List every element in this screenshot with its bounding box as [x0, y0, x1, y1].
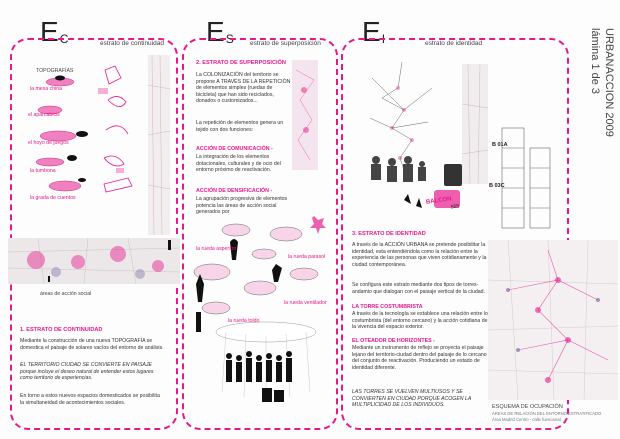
topo-title: TOPOGRAFÍAS: [36, 68, 74, 74]
balcon-sign: BALCON: [425, 196, 452, 206]
text-continuidad-1: Mediante la construcción de una nueva TOPOGRAFÍA se domestica el paisaje de solares vacíos del entorno de análisis.: [20, 338, 164, 351]
subhead-comunicacion: ACCIÓN DE COMUNICACIÓN -: [196, 146, 273, 152]
subhead-costumbrista: LA TORRE COSTUMBRISTA: [352, 304, 423, 310]
letter-es: $E_S$: [206, 16, 234, 47]
text-superposicion-2: La repetición de elementos genera un tejido con dos funciones:: [196, 120, 284, 133]
title-line-2: lámina 1 de 3: [589, 28, 601, 95]
title-line-1: URBANACCION 2009: [603, 28, 615, 137]
letter-ei: $E_I$: [362, 16, 386, 47]
territory-map: [8, 232, 180, 290]
occupation-map: [488, 240, 618, 400]
heading-superposicion: 2. ESTRATO DE SUPERPOSICIÓN: [196, 60, 286, 66]
map-strip-c: [148, 55, 170, 235]
fig-label-aspersor: la rueda aspersor: [196, 246, 237, 252]
text-superposicion-4: La agrupación progresiva de elementos potencia las áreas de acción social generados por: [196, 196, 288, 216]
code-b01a: B 01A: [492, 142, 508, 148]
strato-label-i: estrato de identidad: [425, 40, 483, 47]
text-continuidad-2: EL TERRITORIO CIUDAD SE CONVIERTE EN PAISAJE porque incluye el deseo natural de entender estos lugares como territorio de experiencias.: [20, 362, 154, 382]
text-continuidad-3: En torno a estos nuevos espacios domesticados se posibilita la simultaneidad de acontecimientos sociales.: [20, 393, 160, 406]
strato-label-c: estrato de continuidad: [100, 40, 164, 47]
text-identidad-1: A través de la ACCIÓN URBANA se pretende posibilitar la identidad, esta entendiéndola como la relación entre la experiencia de las personas que viven cotidianamente y la ciudad contemporánea.: [352, 242, 487, 268]
text-superposicion-3: La integración de los elementos dotacionales, culturales y de ocio del entorno próximo de reactivación.: [196, 154, 281, 174]
esquema-location: Área Madrid Centro - calle fuencarral: [492, 417, 561, 422]
text-identidad-5: LAS TORRES SE VUELVEN MULTIUSOS Y SE CONVIERTEN EN CIUDAD PORQUE ACOGEN LA MULTIPLICIDAD DE LOS INDIVIDUOS.: [352, 389, 472, 409]
people-figures: [364, 150, 474, 230]
topo-label-3: el hoyo de juegos: [28, 140, 69, 146]
phone-number: 555: [450, 203, 460, 211]
letter-ec: $E_C$: [40, 16, 69, 47]
map-strip-s: [292, 60, 318, 170]
heading-identidad: 3. ESTRATO DE IDENTIDAD: [352, 231, 426, 237]
fig-label-toldo: la rueda toldo: [228, 318, 260, 324]
text-identidad-3: A través de la tecnología se establece una relación entre lo costumbrista (del entorno cercano) y la acción cotidiana de la vivencia del espacio exterior.: [352, 311, 488, 331]
code-b03c: B 03C: [489, 183, 505, 189]
fig-label-parasol: la rueda parasol: [288, 254, 326, 260]
tower-scaffold: [496, 118, 560, 238]
topo-label-5: la grada de cuentos: [30, 195, 76, 201]
strato-label-s: estrato de superposición: [250, 40, 321, 47]
topo-label-1: la mesa china: [30, 86, 63, 92]
fig-label-ventilador: la rueda ventilador: [284, 300, 327, 306]
subhead-oteador: EL OTEADOR DE HORIZONTES -: [352, 338, 435, 344]
text-superposicion-1: La COLONIZACIÓN del territorio se propone A TRAVÉS DE LA REPETICIÓN de elementos simples (ruedas de bicicleta) que han sido reciclados, donados o customizados...: [196, 72, 291, 105]
subhead-densificacion: ACCIÓN DE DENSIFICACIÓN -: [196, 188, 273, 194]
areas-label: áreas de acción social: [40, 291, 92, 297]
heading-continuidad: 1. ESTRATO DE CONTINUIDAD: [20, 327, 103, 333]
esquema-title: ESQUEMA DE OCUPACIÓN: [492, 404, 563, 410]
topo-label-2: el aparcabicis: [28, 112, 60, 118]
text-identidad-4: Mediante un instrumento de reflejo se proyecta el paisaje lejano del territorio-ciudad dentro del paisaje de lo cercano del conjunto de reactivación. Produciendo un estado de identidad diferente.: [352, 345, 487, 371]
bicycle-wheels-figure: [186, 212, 334, 422]
sheet-title: [585, 28, 619, 188]
topo-label-4: la tumbona: [30, 168, 56, 174]
topography-sketches: [20, 60, 140, 210]
esquema-subtitle: ÁREAS DE RELACIÓN DEL ENTORNO ESTRATIFICADO: [492, 411, 602, 416]
text-identidad-2: Se configura este estrato mediante dos tipos de torres-andamio que dialogan con el paisaje vertical de la ciudad.: [352, 282, 485, 295]
